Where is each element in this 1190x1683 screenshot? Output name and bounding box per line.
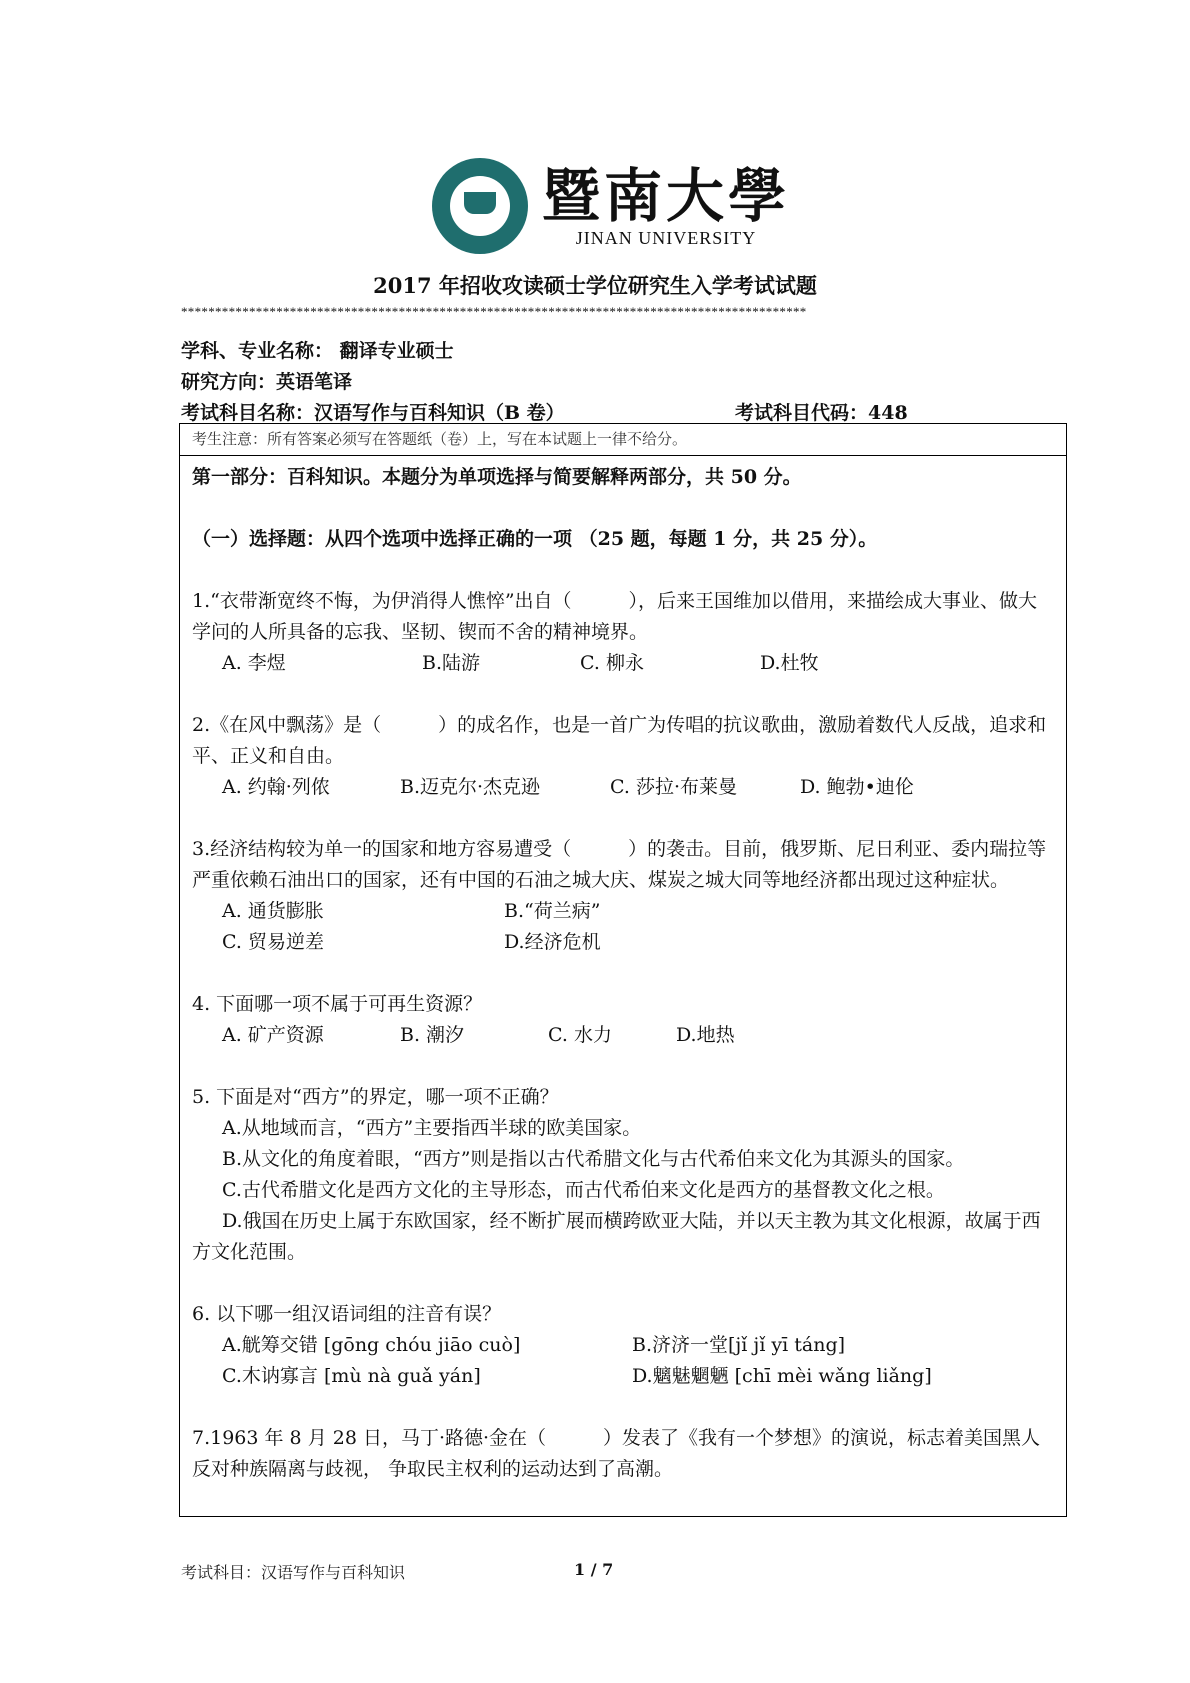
option: D.经济危机 bbox=[504, 931, 601, 953]
option: D.地热 bbox=[676, 1024, 735, 1046]
option: A. 约翰·列侬 bbox=[222, 776, 330, 798]
major: 学科、专业名称： 翻译专业硕士 bbox=[181, 340, 454, 362]
option: D.魑魅魍魉 [chī mèi wǎng liǎng] bbox=[632, 1365, 932, 1387]
option: B.陆游 bbox=[422, 652, 481, 674]
question-1: 1.“衣带渐宽终不悔，为伊消得人憔悴”出自（ ），后来王国维加以借用，来描绘成大事业、做大学问的人所具备的忘我、坚韧、锲而不舍的精神境界。 bbox=[192, 590, 1038, 643]
divider: ******************************************************************************************** bbox=[181, 304, 807, 319]
exam-title: 2017 年招收攻读硕士学位研究生入学考试试题 bbox=[373, 273, 817, 298]
option: C. 水力 bbox=[548, 1024, 612, 1046]
option: C. 贸易逆差 bbox=[222, 931, 324, 953]
footer-subject: 考试科目：汉语写作与百科知识 bbox=[181, 1563, 406, 1582]
subject-code: 考试科目代码：448 bbox=[735, 402, 908, 424]
option: A. 矿产资源 bbox=[222, 1024, 324, 1046]
option: D. 鲍勃•迪伦 bbox=[800, 776, 914, 798]
options bbox=[192, 648, 1054, 679]
option: B.“荷兰病” bbox=[504, 900, 601, 922]
option: B.从文化的角度着眼，“西方”则是指以古代希腊文化与古代希伯来文化为其源头的国家。 bbox=[222, 1148, 965, 1170]
university-seal-icon bbox=[432, 158, 528, 254]
option: D.杜牧 bbox=[760, 652, 819, 674]
question-6: 6. 以下哪一组汉语词组的注音有误？ bbox=[192, 1303, 502, 1325]
option: A. 通货膨胀 bbox=[222, 900, 324, 922]
option: A. 李煜 bbox=[222, 652, 286, 674]
section-heading: （一）选择题：从四个选项中选择正确的一项 （25 题，每题 1 分，共 25 分）。 bbox=[192, 528, 878, 550]
option: D.俄国在历史上属于东欧国家，经不断扩展而横跨欧亚大陆，并以天主教为其文化根源，故属于西方文化范围。 bbox=[192, 1210, 1041, 1263]
question-2: 2.《在风中飘荡》是（ ）的成名作，也是一首广为传唱的抗议歌曲，激励着数代人反战，追求和平、正义和自由。 bbox=[192, 714, 1047, 767]
option: B. 潮汐 bbox=[400, 1024, 465, 1046]
direction: 研究方向：英语笔译 bbox=[181, 371, 353, 393]
part-heading: 第一部分：百科知识。本题分为单项选择与简要解释两部分，共 50 分。 bbox=[192, 466, 802, 488]
option: C. 柳永 bbox=[580, 652, 644, 674]
logo-en: JINAN UNIVERSITY bbox=[575, 227, 757, 248]
university-logo bbox=[432, 158, 790, 254]
option: B.济济一堂[jǐ jǐ yī táng] bbox=[632, 1334, 846, 1356]
option: A.觥筹交错 [gōng chóu jiāo cuò] bbox=[222, 1334, 521, 1356]
logo-cn: 暨南大學 bbox=[542, 161, 791, 230]
question-4: 4. 下面哪一项不属于可再生资源？ bbox=[192, 993, 483, 1015]
option: C. 莎拉·布莱曼 bbox=[610, 776, 737, 798]
subject-name: 考试科目名称：汉语写作与百科知识（B 卷） bbox=[181, 402, 565, 424]
question-5: 5. 下面是对“西方”的界定，哪一项不正确？ bbox=[192, 1086, 559, 1108]
page-number: 1 / 7 bbox=[574, 1560, 614, 1579]
option: C.古代希腊文化是西方文化的主导形态，而古代希伯来文化是西方的基督教文化之根。 bbox=[222, 1179, 945, 1201]
notice: 考生注意：所有答案必须写在答题纸（卷）上，写在本试题上一律不给分。 bbox=[180, 424, 1066, 456]
options bbox=[192, 772, 1054, 803]
option: B.迈克尔·杰克逊 bbox=[400, 776, 541, 798]
option: C.木讷寡言 [mù nà guǎ yán] bbox=[222, 1365, 481, 1387]
option: A.从地域而言，“西方”主要指西半球的欧美国家。 bbox=[222, 1117, 642, 1139]
question-7: 7.1963 年 8 月 28 日，马丁·路德·金在（ ）发表了《我有一个梦想》的演说，标志着美国黑人反对种族隔离与歧视， 争取民主权利的运动达到了高潮。 bbox=[192, 1427, 1041, 1480]
question-3: 3.经济结构较为单一的国家和地方容易遭受（ ）的袭击。目前，俄罗斯、尼日利亚、委内瑞拉等严重依赖石油出口的国家，还有中国的石油之城大庆、煤炭之城大同等地经济都出现过这种症状。 bbox=[192, 838, 1047, 891]
exam-box bbox=[179, 423, 1067, 1517]
